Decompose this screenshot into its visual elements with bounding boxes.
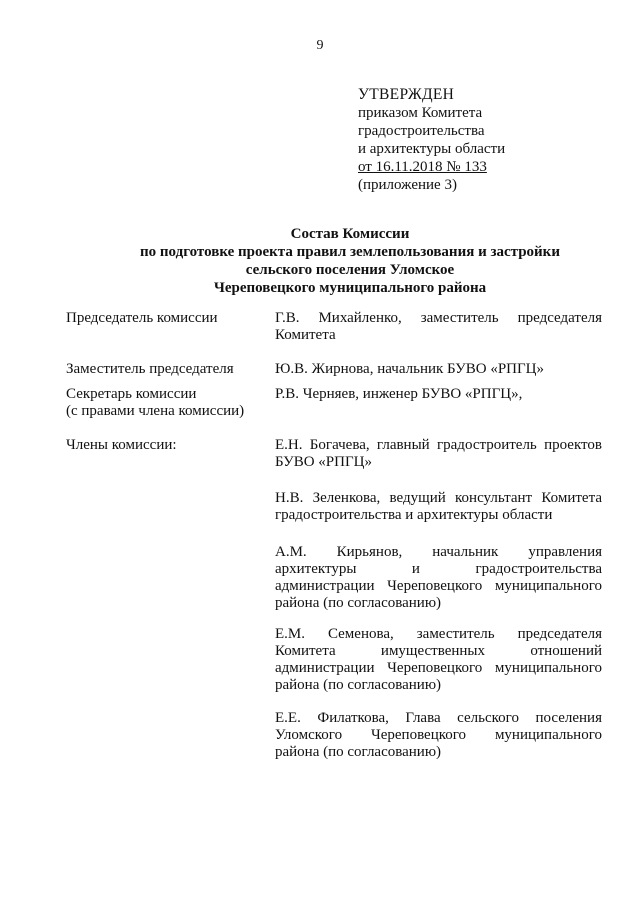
role-text: Председатель комиссии — [66, 310, 218, 326]
member-text: района (по согласованию) — [275, 595, 442, 611]
approval-line: (приложение 3) — [358, 177, 457, 193]
approval-title: УТВЕРЖДЕН — [358, 86, 455, 103]
approval-order-number: от 16.11.2018 № 133 — [358, 159, 487, 175]
member-entry — [275, 544, 602, 612]
member-entry — [275, 310, 602, 344]
member-text: Комитета имущественных отношений — [275, 643, 602, 659]
heading-line: Череповецкого муниципального района — [213, 280, 487, 296]
member-text: района (по согласованию) — [275, 677, 442, 693]
member-text: Е.М. Семенова, заместитель председателя — [275, 626, 602, 642]
member-text: района (по согласованию) — [275, 744, 442, 760]
member-entry — [275, 437, 602, 471]
document-heading — [0, 225, 640, 297]
role-text: Заместитель председателя — [66, 361, 234, 377]
member-text: Е.Н. Богачева, главный градостроитель проектов — [275, 437, 602, 453]
role-text: Члены комиссии: — [66, 437, 177, 453]
member-text: архитектуры и градостроительства — [275, 561, 602, 577]
heading-line: по подготовке проекта правил землепользования и застройки — [140, 244, 560, 260]
role-text: (с правами члена комиссии) — [66, 403, 245, 419]
heading-line: Состав Комиссии — [290, 226, 410, 242]
member-entry — [275, 626, 602, 694]
approval-line: градостроительства — [358, 123, 485, 139]
member-text: БУВО «РПГЦ» — [275, 454, 372, 470]
member-text: Ю.В. Жирнова, начальник БУВО «РПГЦ» — [275, 361, 545, 377]
member-entry — [275, 361, 602, 378]
member-text: Г.В. Михайленко, заместитель председателя — [275, 310, 602, 326]
approval-stamp — [358, 86, 505, 194]
role-text: Секретарь комиссии — [66, 386, 197, 402]
approval-line: и архитектуры области — [358, 141, 506, 157]
member-text: Уломского Череповецкого муниципального — [275, 727, 602, 743]
role-label — [66, 361, 266, 378]
member-entry — [275, 490, 602, 524]
page-number: 9 — [316, 38, 324, 53]
member-text: администрации Череповецкого муниципального — [275, 578, 602, 594]
member-text: Р.В. Черняев, инженер БУВО «РПГЦ», — [275, 386, 523, 402]
approval-line: приказом Комитета — [358, 105, 483, 121]
member-entry — [275, 710, 602, 761]
role-label — [66, 386, 266, 420]
role-label — [66, 310, 266, 327]
role-label — [66, 437, 266, 454]
member-entry — [275, 386, 602, 403]
member-text: Е.Е. Филаткова, Глава сельского поселения — [275, 710, 602, 726]
member-text: градостроительства и архитектуры области — [275, 507, 553, 523]
member-text: администрации Череповецкого муниципального — [275, 660, 602, 676]
member-text: А.М. Кирьянов, начальник управления — [275, 544, 602, 560]
heading-line: сельского поселения Уломское — [245, 262, 455, 278]
member-text: Комитета — [275, 327, 336, 343]
member-text: Н.В. Зеленкова, ведущий консультант Комитета — [275, 490, 602, 506]
